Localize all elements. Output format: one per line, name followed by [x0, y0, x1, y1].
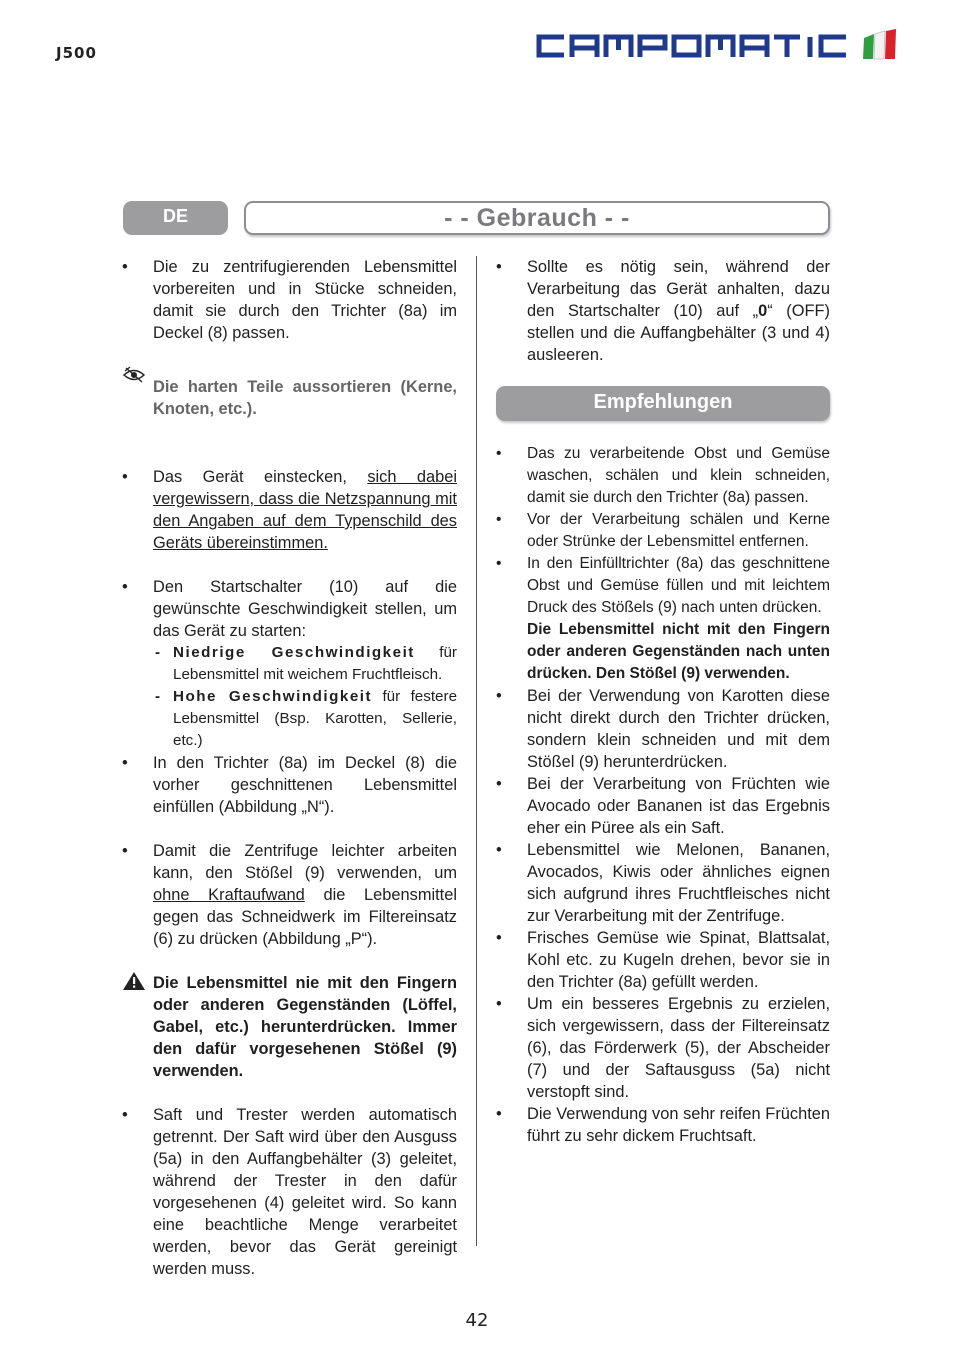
bullet-icon: •: [122, 754, 128, 772]
bullet-icon: •: [496, 511, 502, 528]
list-item: • In den Trichter (8a) im Deckel (8) die vorher geschnittenen Lebensmittel einfüllen (Abbildung „N“).: [122, 754, 457, 816]
list-item: • Die Verwendung von sehr reifen Früchten führt zu sehr dickem Fruchtsaft.: [496, 1105, 830, 1145]
warning-icon: [122, 970, 146, 998]
sub-item-low-speed: - Niedrige Geschwindigkeit für Lebensmittel mit weichem Fruchtfleisch.: [155, 644, 457, 683]
section-title: - - Gebrauch - -: [244, 201, 830, 235]
bullet-icon: •: [496, 841, 502, 859]
bullet-icon: •: [122, 258, 128, 276]
list-item: • Das zu verarbeitende Obst und Gemüse waschen, schälen und klein schneiden, damit sie durch den Trichter (8a) passen.: [496, 445, 830, 506]
bullet-icon: •: [496, 1105, 502, 1123]
bullet-icon: •: [122, 468, 128, 486]
list-item: • Bei der Verwendung von Karotten diese nicht direkt durch den Trichter drücken, sondern klein schneiden und mit dem Stößel (9) herunterdrücken.: [496, 687, 830, 771]
right-column: [494, 256, 830, 1147]
list-item: • Um ein besseres Ergebnis zu erzielen, sich vergewissern, dass der Filtereinsatz (6), das Förderwerk (5), der Abscheider (7) und der Saftausguss (5a) nicht verstopft sind.: [496, 995, 830, 1101]
bullet-icon: •: [496, 687, 502, 705]
list-item: • In den Einfülltrichter (8a) das geschnittene Obst und Gemüse füllen und mit leichtem Druck des Stößels (9) nach unten drücken. Die Lebensmittel nicht mit den Fingern oder anderen Gegenständen nach unten drücken. Den Stößel (9) verwenden.: [494, 553, 830, 685]
list-item: • Lebensmittel wie Melonen, Bananen, Avocados, Kiwis oder ähnliches eignen sich aufgrund ihres Fruchtfleisches nicht zur Verarbeitung mit der Zentrifuge.: [496, 841, 830, 925]
bullet-icon: •: [496, 775, 502, 793]
list-item: • Das Gerät einstecken, sich dabei vergewissern, dass die Netzspannung mit den Angaben auf dem Typenschild des Geräts übereinstimmen.: [122, 468, 458, 552]
sub-item-high-speed: - Hohe Geschwindigkeit für festere Lebensmittel (Bsp. Karotten, Sellerie, etc.): [155, 688, 458, 749]
warning-note: Die Lebensmittel nie mit den Fingern oder anderen Gegenständen (Löffel, Gabel, etc.) herunterdrücken. Immer den dafür vorgesehenen Stößel (9) verwenden.: [120, 972, 457, 1082]
bullet-icon: •: [122, 842, 128, 860]
brand-logo: [534, 28, 900, 62]
tip-note: Die harten Teile aussortieren (Kerne, Knoten, etc.).: [120, 366, 457, 420]
bullet-icon: •: [496, 995, 502, 1013]
list-item: • Frisches Gemüse wie Spinat, Blattsalat, Kohl etc. zu Kugeln drehen, bevor sie in den Trichter (8a) gefüllt werden.: [496, 929, 830, 991]
language-tag: DE: [123, 201, 228, 235]
model-label: J500: [56, 44, 97, 62]
bullet-icon: •: [122, 578, 128, 596]
bullet-icon: •: [122, 1106, 128, 1124]
column-divider: [476, 256, 477, 1246]
list-item: • Saft und Trester werden automatisch getrennt. Der Saft wird über den Ausguss (5a) in den Auffangbehälter (3) geleitet, während der Trester in den dafür vorgesehenen (4) geleitet wird. So kann eine beachtliche Menge verarbeitet werden, bevor das Gerät gereinigt werden muss.: [122, 1106, 457, 1278]
list-item: • Sollte es nötig sein, während der Verarbeitung das Gerät anhalten, dazu den Startschalter (10) auf „0“ (OFF) stellen und die Auffangbehälter (3 und 4) ausleeren.: [496, 258, 830, 364]
bullet-icon: •: [496, 258, 502, 276]
bullet-icon: •: [496, 555, 502, 572]
recommendations-heading: Empfehlungen: [496, 386, 830, 421]
tip-icon: [122, 364, 146, 392]
list-item: • Den Startschalter (10) auf die gewünschte Geschwindigkeit stellen, um das Gerät zu starten: - Niedrige Geschwindigkeit für Lebensmittel mit weichem Fruchtfleisch. - Hohe Geschwindigkeit für festere Lebensmittel (Bsp. Karotten, Sellerie, etc.): [120, 576, 457, 752]
page-number: 42: [465, 1310, 489, 1331]
list-item: • Die zu zentrifugierenden Lebensmittel vorbereiten und in Stücke schneiden, damit sie durch den Trichter (8a) im Deckel (8) passen.: [122, 258, 457, 342]
bullet-icon: •: [496, 445, 502, 462]
list-item: • Damit die Zentrifuge leichter arbeiten kann, den Stößel (9) verwenden, um ohne Kraftaufwand die Lebensmittel gegen das Schneidwerk im Filtereinsatz (6) zu drücken (Abbildung „P“).: [122, 842, 457, 948]
left-column: [120, 256, 457, 1280]
warning-text: Die Lebensmittel nicht mit den Fingern oder anderen Gegenständen nach unten drücken. Den Stößel (9) verwenden.: [527, 621, 830, 682]
list-item: • Vor der Verarbeitung schälen und Kerne oder Strünke der Lebensmittel entfernen.: [496, 511, 830, 550]
bullet-icon: •: [496, 929, 502, 947]
list-item: • Bei der Verarbeitung von Früchten wie Avocado oder Bananen ist das Ergebnis eher ein Püree als ein Saft.: [496, 775, 830, 837]
italy-flag-icon: [863, 29, 896, 59]
